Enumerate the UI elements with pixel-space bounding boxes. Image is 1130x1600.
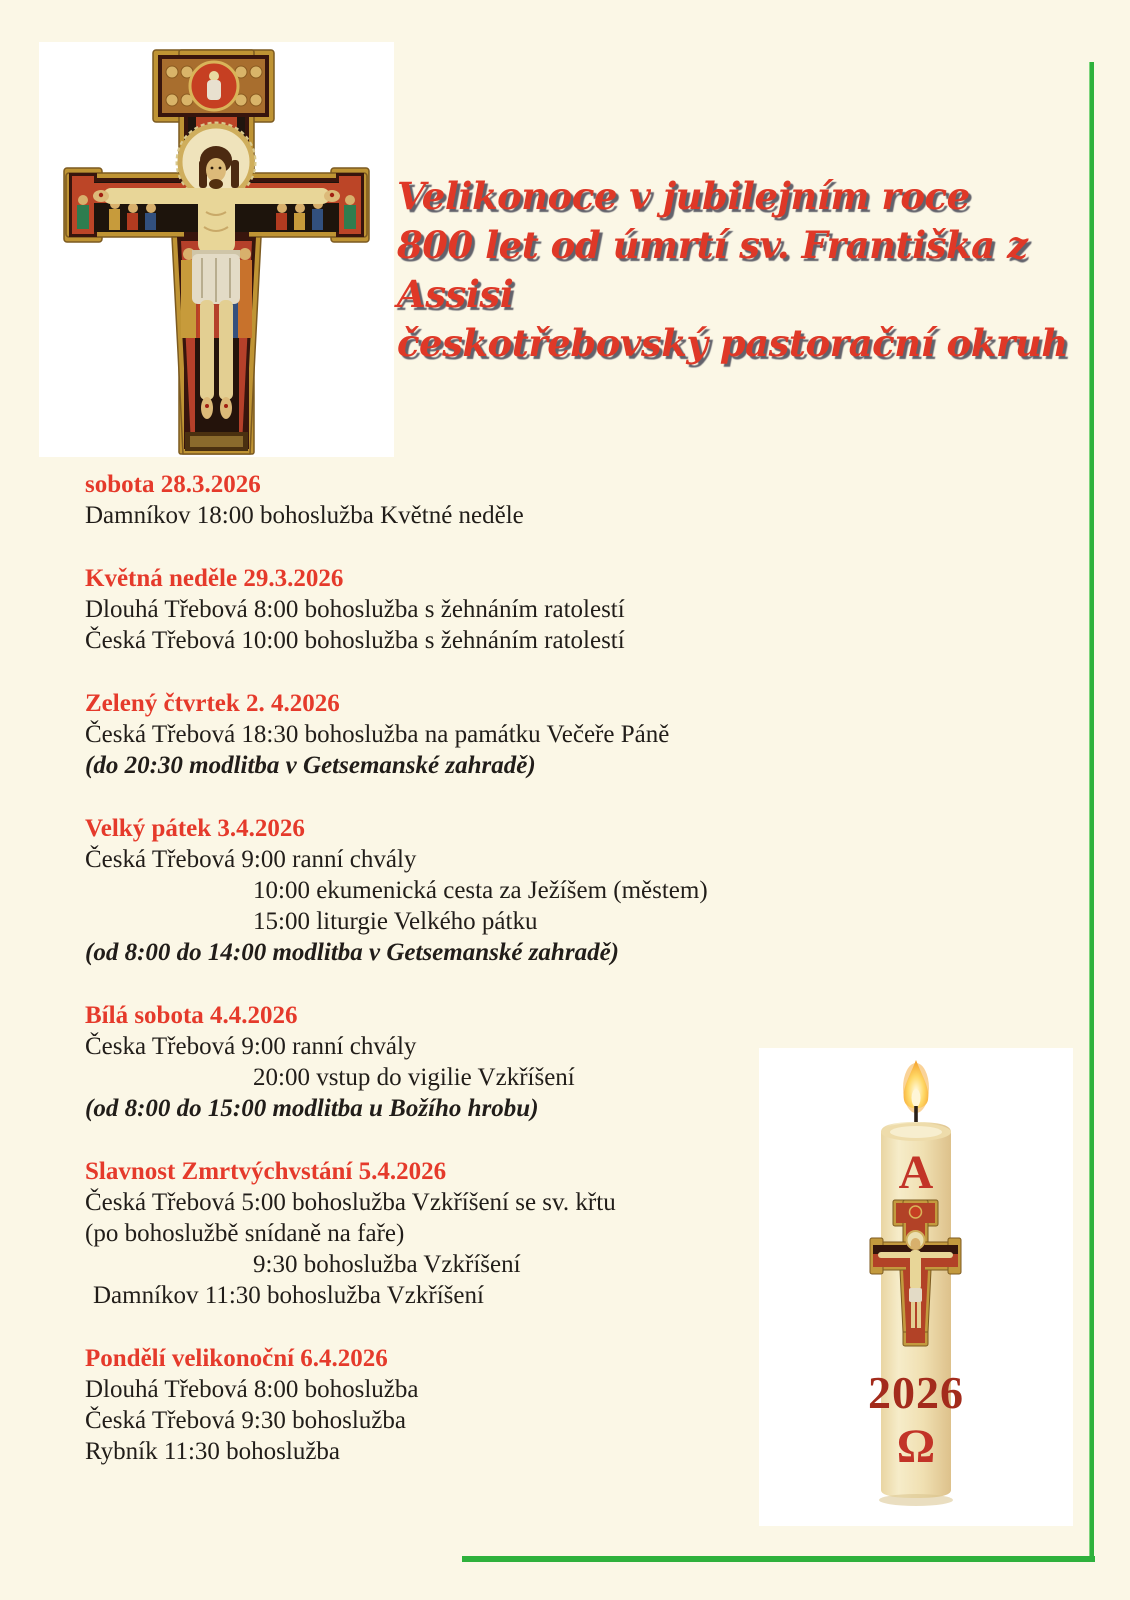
san-damiano-cross-image — [39, 42, 394, 457]
candle-alpha-symbol: A — [898, 1146, 934, 1199]
schedule-line: Česká Třebová 9:00 ranní chvály — [85, 846, 417, 873]
schedule-line: Damníkov 18:00 bohoslužba Květné neděle — [85, 502, 524, 529]
schedule-line: Česká Třebová 5:00 bohoslužba Vzkříšení se sv. křtu — [85, 1189, 616, 1216]
san-damiano-cross-illustration — [39, 42, 394, 457]
green-border-vertical — [1089, 62, 1094, 1561]
page-title — [397, 172, 1089, 368]
title-line-3: českotřebovský pastorační okruh — [397, 321, 1068, 365]
schedule-line: Česká Třebová 18:30 bohoslužba na památku Večeře Páně — [85, 721, 670, 748]
schedule-section-good-friday — [85, 813, 815, 968]
section-heading: Květná neděle 29.3.2026 — [85, 565, 344, 592]
schedule-section-holy-saturday — [85, 1000, 815, 1124]
paschal-candle-illustration — [759, 1048, 1073, 1526]
schedule-line-note: (od 8:00 do 14:00 modlitba v Getsemanské zahradě) — [85, 939, 619, 966]
section-heading: Pondělí velikonoční 6.4.2026 — [85, 1345, 388, 1372]
section-heading: Slavnost Zmrtvýchvstání 5.4.2026 — [85, 1158, 447, 1185]
schedule-line: (po bohoslužbě snídaně na faře) — [85, 1220, 405, 1247]
section-heading: Zelený čtvrtek 2. 4.2026 — [85, 690, 340, 717]
title-line-1: Velikonoce v jubilejním roce — [397, 174, 970, 218]
section-heading: sobota 28.3.2026 — [85, 471, 261, 498]
schedule-line: Dlouhá Třebová 8:00 bohoslužba — [85, 1376, 419, 1403]
schedule-section-easter-sunday — [85, 1156, 815, 1311]
schedule-line-note: (od 8:00 do 15:00 modlitba u Božího hrobu) — [85, 1095, 539, 1122]
schedule-line: Damníkov 11:30 bohoslužba Vzkříšení — [93, 1282, 484, 1309]
candle-omega-symbol: Ω — [896, 1420, 936, 1473]
green-border-bottom — [462, 1556, 1095, 1562]
schedule-line: 20:00 vstup do vigilie Vzkříšení — [253, 1064, 575, 1091]
schedule-line: Česka Třebová 9:00 ranní chvály — [85, 1033, 417, 1060]
paschal-candle-image — [759, 1048, 1073, 1526]
section-heading: Velký pátek 3.4.2026 — [85, 815, 305, 842]
schedule-section-palm-sunday — [85, 563, 815, 656]
schedule-line: Dlouhá Třebová 8:00 bohoslužba s žehnáním ratolestí — [85, 596, 625, 623]
schedule-section-easter-monday — [85, 1343, 815, 1467]
schedule-line: Česká Třebová 9:30 bohoslužba — [85, 1407, 406, 1434]
schedule-line-note: (do 20:30 modlitba v Getsemanské zahradě) — [85, 752, 536, 779]
schedule-line: 9:30 bohoslužba Vzkříšení — [253, 1251, 521, 1278]
title-line-2: 800 let od úmrtí sv. Františka z Assisi — [397, 223, 1028, 316]
schedule-line: 15:00 liturgie Velkého pátku — [253, 908, 538, 935]
section-heading: Bílá sobota 4.4.2026 — [85, 1002, 298, 1029]
schedule-line: 10:00 ekumenická cesta za Ježíšem (městem) — [253, 877, 708, 904]
schedule-section-maundy-thursday — [85, 688, 815, 781]
schedule-line: Česká Třebová 10:00 bohoslužba s žehnáním ratolestí — [85, 627, 625, 654]
easter-schedule — [85, 469, 815, 1499]
schedule-line: Rybník 11:30 bohoslužba — [85, 1438, 341, 1465]
schedule-section-saturday — [85, 469, 815, 531]
candle-year-label: 2026 — [868, 1367, 964, 1418]
